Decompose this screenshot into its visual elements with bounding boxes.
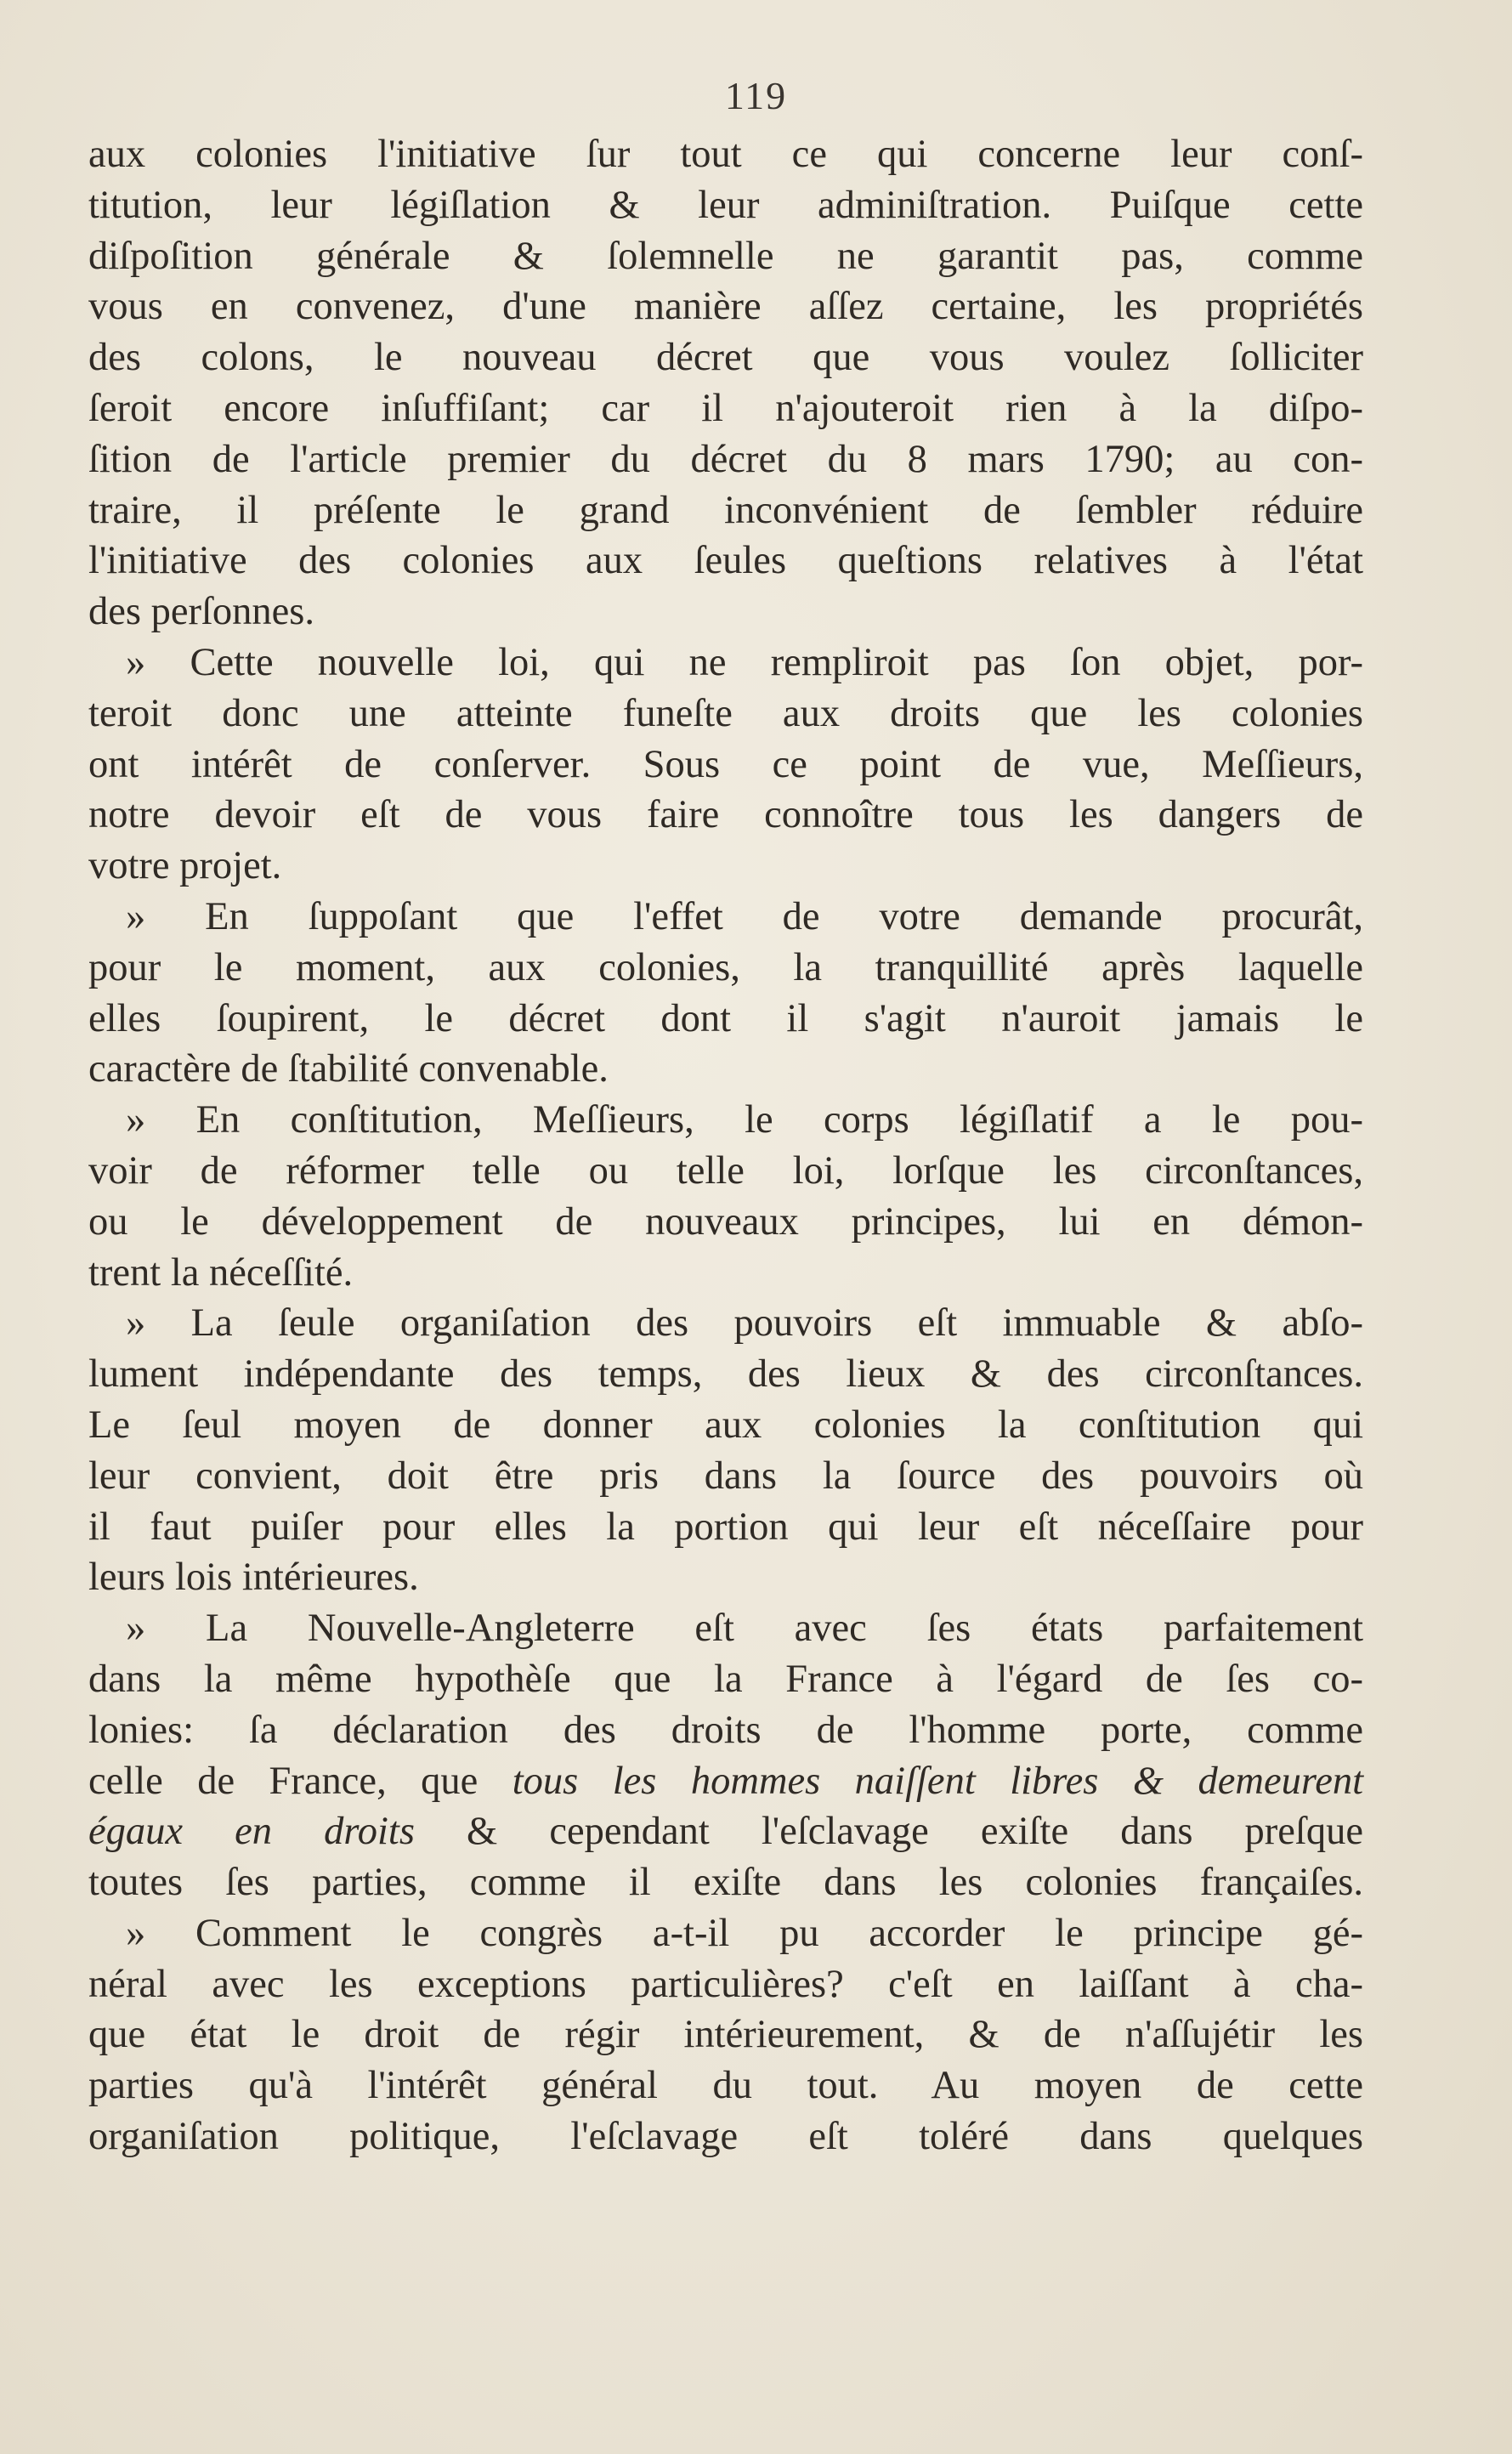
text-line-22: ou le développement de nouveaux principes, lui en démon- xyxy=(88,1199,1363,1244)
text-line-24: » La ſeule organiſation des pouvoirs eſt immuable & abſo- xyxy=(126,1301,1363,1346)
text-line-27: leur convient, doit être pris dans la ſource des pouvoirs où xyxy=(88,1454,1363,1498)
text-line-23: trent la néceſſité. xyxy=(88,1250,354,1295)
text-line-1: aux colonies l'initiative ſur tout ce qui concerne leur conſ- xyxy=(88,133,1363,176)
text-line-31: dans la même hypothèſe que la France à l'égard de ſes co- xyxy=(88,1657,1363,1701)
text-line-20: » En conſtitution, Meſſieurs, le corps légiſlatif a le pou- xyxy=(126,1098,1363,1142)
text-line-11: » Cette nouvelle loi, qui ne rempliroit pas ſon objet, por- xyxy=(126,640,1363,684)
text-line-35: toutes ſes parties, comme il exiſte dans les colonies françaiſes. xyxy=(88,1861,1363,1905)
text-line-13: ont intérêt de conſerver. Sous ce point de vue, Meſſieurs, xyxy=(88,742,1363,786)
text-line-33-roman: celle de France, que xyxy=(88,1759,512,1803)
text-line-33-italic: tous les hommes naiſſent libres & demeurent xyxy=(512,1759,1364,1803)
text-line-18: elles ſoupirent, le décret dont il s'agit n'auroit jamais le xyxy=(88,996,1363,1040)
text-line-19: caractère de ſtabilité convenable. xyxy=(88,1047,609,1091)
text-line-17: pour le moment, aux colonies, la tranquillité après laquelle xyxy=(88,945,1363,989)
text-line-4: vous en convenez, d'une manière aſſez certaine, les propriétés xyxy=(88,285,1363,329)
text-line-15: votre projet. xyxy=(88,844,282,888)
text-line-29: leurs lois intérieures. xyxy=(88,1556,419,1600)
text-line-25: lument indépendante des temps, des lieux & des circonſtances. xyxy=(88,1352,1363,1397)
text-line-28: il faut puiſer pour elles la portion qui leur eſt néceſſaire pour xyxy=(88,1505,1363,1549)
page-number: 119 xyxy=(724,74,788,117)
text-line-36: » Comment le congrès a-t-il pu accorder le principe gé- xyxy=(126,1911,1363,1955)
text-line-6: ſeroit encore inſuffiſant; car il n'ajouteroit rien à la diſpo- xyxy=(88,386,1363,430)
text-line-7: ſition de l'article premier du décret du 8 mars 1790; au con- xyxy=(88,437,1363,481)
text-line-21: voir de réformer telle ou telle loi, lorſque les circonſtances, xyxy=(88,1148,1363,1193)
text-line-2: titution, leur légiſlation & leur adminiſtration. Puiſque cette xyxy=(88,183,1363,227)
text-line-40: organiſation politique, l'eſclavage eſt toléré dans quelques xyxy=(88,2115,1363,2159)
text-line-10: des perſonnes. xyxy=(88,590,315,634)
text-line-34-italic: égaux en droits xyxy=(88,1810,415,1854)
text-line-26: Le ſeul moyen de donner aux colonies la conſtitution qui xyxy=(88,1403,1363,1447)
text-line-32: lonies: ſa déclaration des droits de l'homme porte, comme xyxy=(88,1708,1363,1752)
text-line-30: » La Nouvelle-Angleterre eſt avec ſes états parfaitement xyxy=(126,1607,1363,1651)
text-line-34-roman: & cependant l'eſclavage exiſte dans preſque xyxy=(414,1810,1363,1854)
text-line-12: teroit donc une atteinte funeſte aux droits que les colonies xyxy=(88,691,1363,735)
text-line-3: diſpoſition générale & ſolemnelle ne garantit pas, comme xyxy=(88,234,1363,278)
text-line-33 xyxy=(88,1756,1363,1807)
text-line-5: des colons, le nouveau décret que vous voulez ſolliciter xyxy=(88,336,1363,380)
text-line-8: traire, il préſente le grand inconvénient de ſembler réduire xyxy=(88,488,1363,532)
text-line-37: néral avec les exceptions particulières? c'eſt en laiſſant à cha- xyxy=(88,1962,1363,2006)
text-line-16: » En ſuppoſant que l'effet de votre demande procurât, xyxy=(126,894,1363,938)
body-text xyxy=(88,129,1363,2162)
text-line-39: parties qu'à l'intérêt général du tout. Au moyen de cette xyxy=(88,2064,1363,2108)
text-line-9: l'initiative des colonies aux ſeules queſtions relatives à l'état xyxy=(88,539,1363,583)
text-line-14: notre devoir eſt de vous faire connoître tous les dangers de xyxy=(88,793,1363,837)
text-line-34 xyxy=(88,1806,1363,1857)
text-line-38: que état le droit de régir intérieurement, & de n'aſſujétir les xyxy=(88,2013,1363,2057)
